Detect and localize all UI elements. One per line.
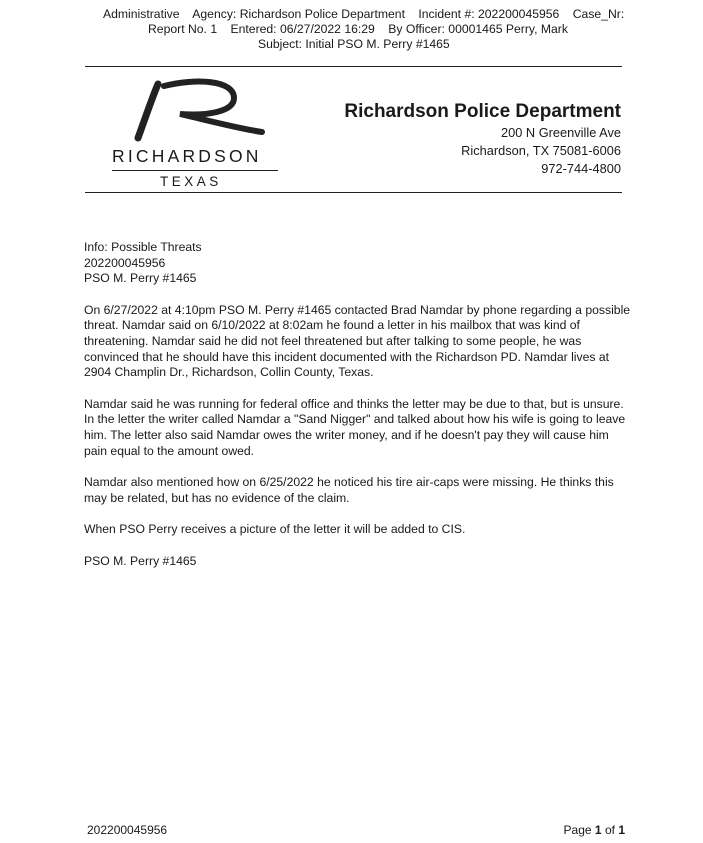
info-block [84, 240, 632, 287]
info-officer: PSO M. Perry #1465 [84, 271, 197, 286]
entered-date: Entered: 06/27/2022 16:29 [230, 22, 375, 36]
page-indicator [564, 823, 625, 837]
page-number: 1 [594, 823, 602, 837]
footer-incident: 202200045956 [87, 823, 168, 837]
page-total: 1 [618, 823, 625, 837]
logo-divider [112, 170, 278, 171]
report-body [84, 240, 632, 586]
report-number: Report No. 1 [148, 22, 218, 36]
r-mark-icon [126, 76, 266, 142]
report-type: Administrative [103, 7, 180, 21]
info-title: Info: Possible Threats [84, 240, 202, 254]
narrative-paragraph: When PSO Perry receives a picture of the letter it will be added to CIS. [84, 522, 466, 537]
narrative-paragraph: Namdar also mentioned how on 6/25/2022 he noticed his tire air-caps were missing. He thinks this may be related, but has no evidence of the claim. [84, 475, 614, 505]
officer: By Officer: 00001465 Perry, Mark [388, 22, 568, 36]
report-header-line2 [148, 22, 578, 37]
department-name: Richardson Police Department [344, 101, 621, 122]
department-phone: 972-744-4800 [541, 161, 621, 176]
report-header-line1 [103, 7, 634, 22]
logo-city: RICHARDSON [112, 146, 262, 166]
page-prefix: Page [563, 823, 592, 837]
incident-number: Incident #: 202200045956 [418, 7, 560, 21]
agency: Agency: Richardson Police Department [192, 7, 405, 21]
narrative-paragraph: On 6/27/2022 at 4:10pm PSO M. Perry #1465 contacted Brad Namdar by phone regarding a possible threat. Namdar said on 6/10/2022 at 8:02am he found a letter in his mailbox that was kind of threatening. Namdar said he did not feel threatened but after talking to some people, he was convinced that he should have this incident documented with the Richardson PD. Namdar lives at 2904 Champlin Dr., Richardson, Collin County, Texas. [84, 302, 631, 380]
case-number: Case_Nr: [572, 7, 625, 21]
department-address-2: Richardson, TX 75081-6006 [461, 143, 621, 158]
signature-line: PSO M. Perry #1465 [84, 553, 197, 568]
report-subject: Subject: Initial PSO M. Perry #1465 [258, 37, 450, 51]
logo-state: TEXAS [160, 174, 222, 189]
narrative-paragraph: Namdar said he was running for federal office and thinks the letter may be due to that, but is unsure. In the letter the writer called Namdar a "Sand Nigger" and talked about how his wife is going to leave him. The letter also said Namdar owes the writer money, and if he doesn't pay they will cause him pain equal to the amount owed. [84, 396, 626, 458]
page-of: of [604, 823, 615, 837]
richardson-logo [112, 76, 282, 194]
header-bottom-rule [85, 192, 622, 193]
department-block [344, 100, 621, 178]
info-incident: 202200045956 [84, 255, 166, 270]
department-address-1: 200 N Greenville Ave [501, 125, 621, 140]
header-top-rule [85, 66, 622, 67]
